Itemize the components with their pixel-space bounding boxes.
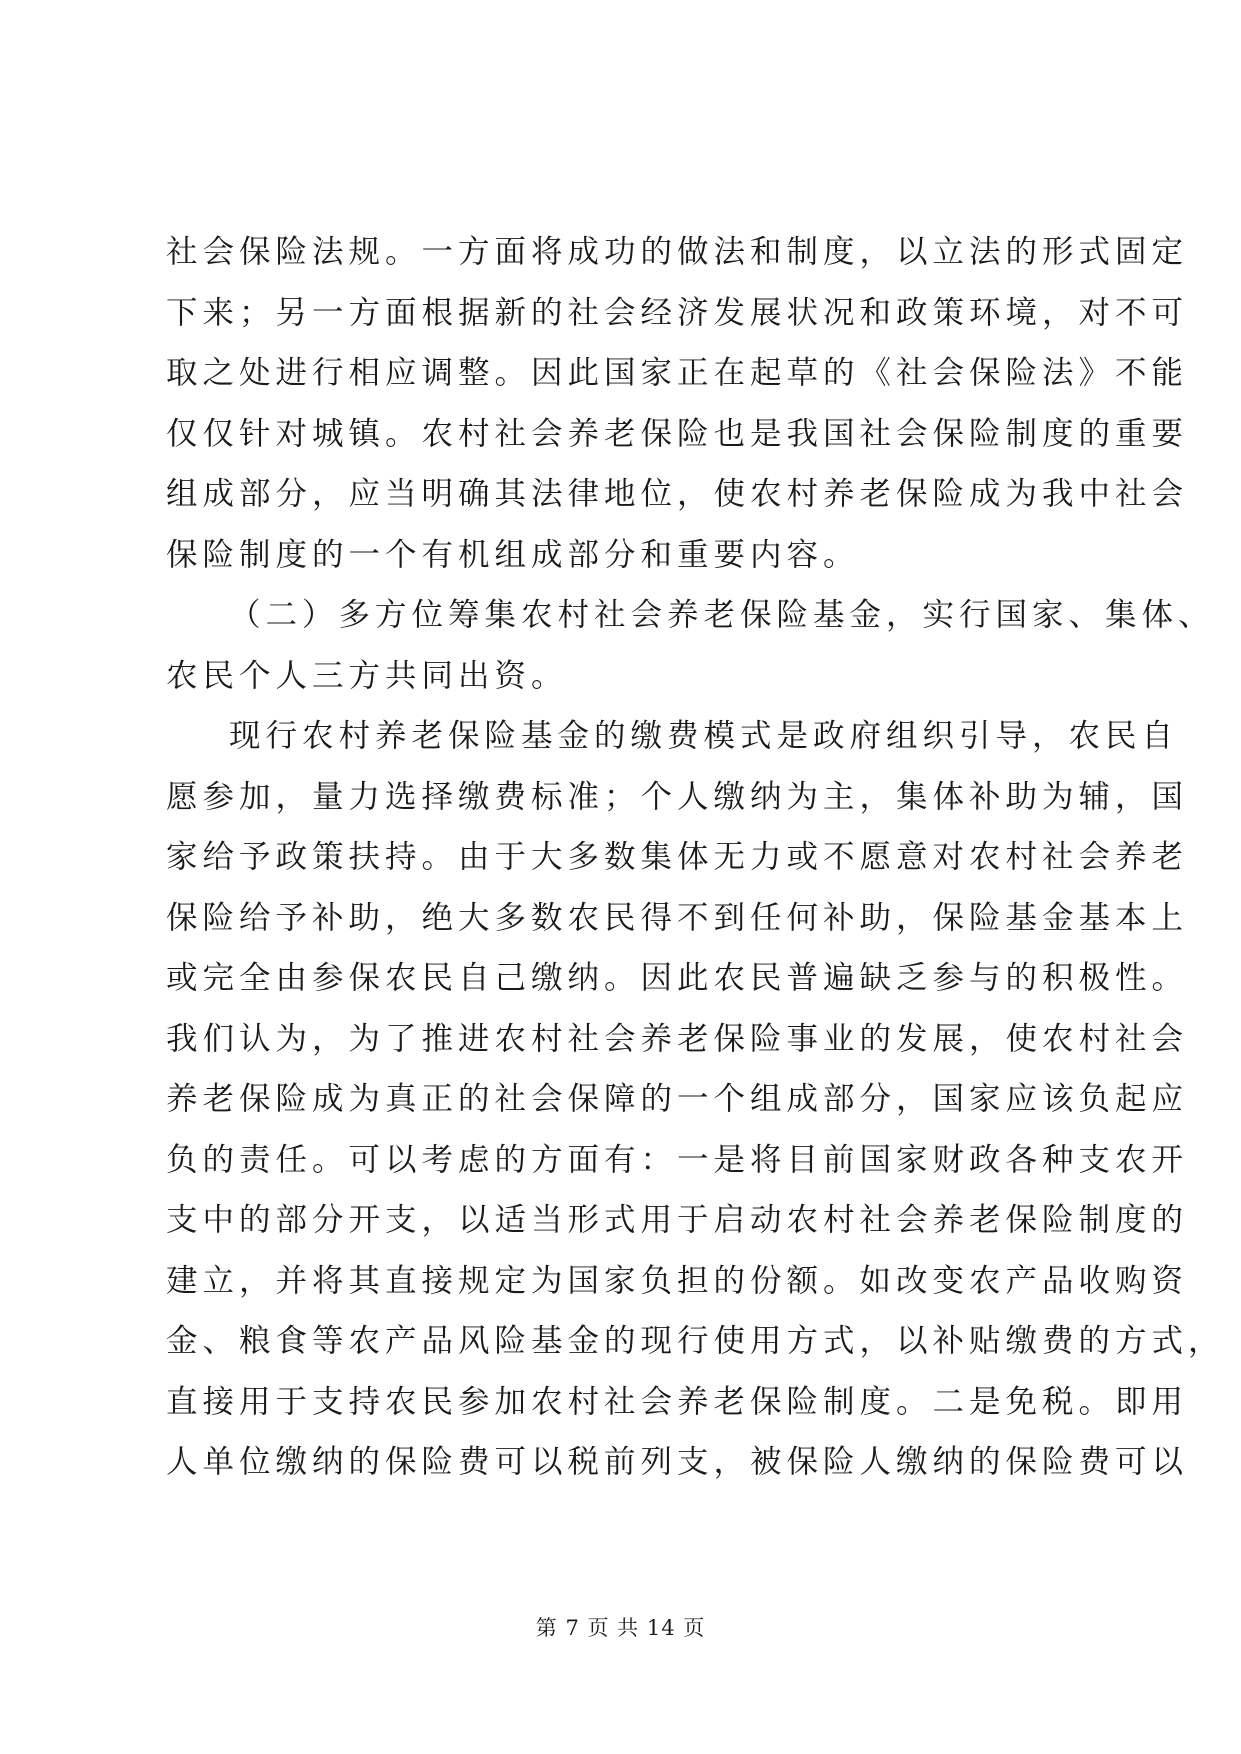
text-line: 愿参加，量力选择缴费标准；个人缴纳为主，集体补助为辅，国: [166, 778, 1189, 815]
text-line: 支中的部分开支，以适当形式用于启动农村社会养老保险制度的: [166, 1202, 1189, 1238]
text-line: 保险给予补助，绝大多数农民得不到任何补助，保险基金基本上: [166, 899, 1189, 936]
text-line: 保险制度的一个有机组成部分和重要内容。: [166, 536, 860, 573]
text-line: 取之处进行相应调整。因此国家正在起草的《社会保险法》不能: [166, 355, 1189, 391]
section-heading-line: （二）多方位筹集农村社会养老保险基金，实行国家、集体、: [229, 597, 1215, 633]
text-line: 社会保险法规。一方面将成功的做法和制度，以立法的形式固定: [166, 234, 1189, 270]
page-number: 第 7 页 共 14 页: [535, 1616, 706, 1640]
text-line: 我们认为，为了推进农村社会养老保险事业的发展，使农村社会: [166, 1020, 1189, 1057]
text-line: 或完全由参保农民自己缴纳。因此农民普遍缺乏参与的积极性。: [166, 960, 1189, 996]
text-line: 家给予政策扶持。由于大多数集体无力或不愿意对农村社会养老: [166, 839, 1189, 875]
text-line: 建立，并将其直接规定为国家负担的份额。如改变农产品收购资: [166, 1262, 1189, 1299]
section-heading-line: 农民个人三方共同出资。: [166, 657, 568, 694]
text-line: 仅仅针对城镇。农村社会养老保险也是我国社会保险制度的重要: [166, 415, 1189, 452]
text-line: 下来；另一方面根据新的社会经济发展状况和政策环境，对不可: [166, 294, 1189, 331]
body-text: [166, 222, 1225, 1493]
text-line: 负的责任。可以考虑的方面有：一是将目前国家财政各种支农开: [166, 1141, 1189, 1178]
text-line: 金、粮食等农产品风险基金的现行使用方式，以补贴缴费的方式，: [166, 1323, 1225, 1359]
text-line: 现行农村养老保险基金的缴费模式是政府组织引导，农民自: [229, 718, 1179, 754]
text-line: 人单位缴纳的保险费可以税前列支，被保险人缴纳的保险费可以: [166, 1444, 1189, 1480]
text-line: 组成部分，应当明确其法律地位，使农村养老保险成为我中社会: [166, 476, 1189, 512]
text-line: 直接用于支持农民参加农村社会养老保险制度。二是免税。即用: [166, 1383, 1189, 1420]
text-line: 养老保险成为真正的社会保障的一个组成部分，国家应该负起应: [166, 1081, 1189, 1117]
